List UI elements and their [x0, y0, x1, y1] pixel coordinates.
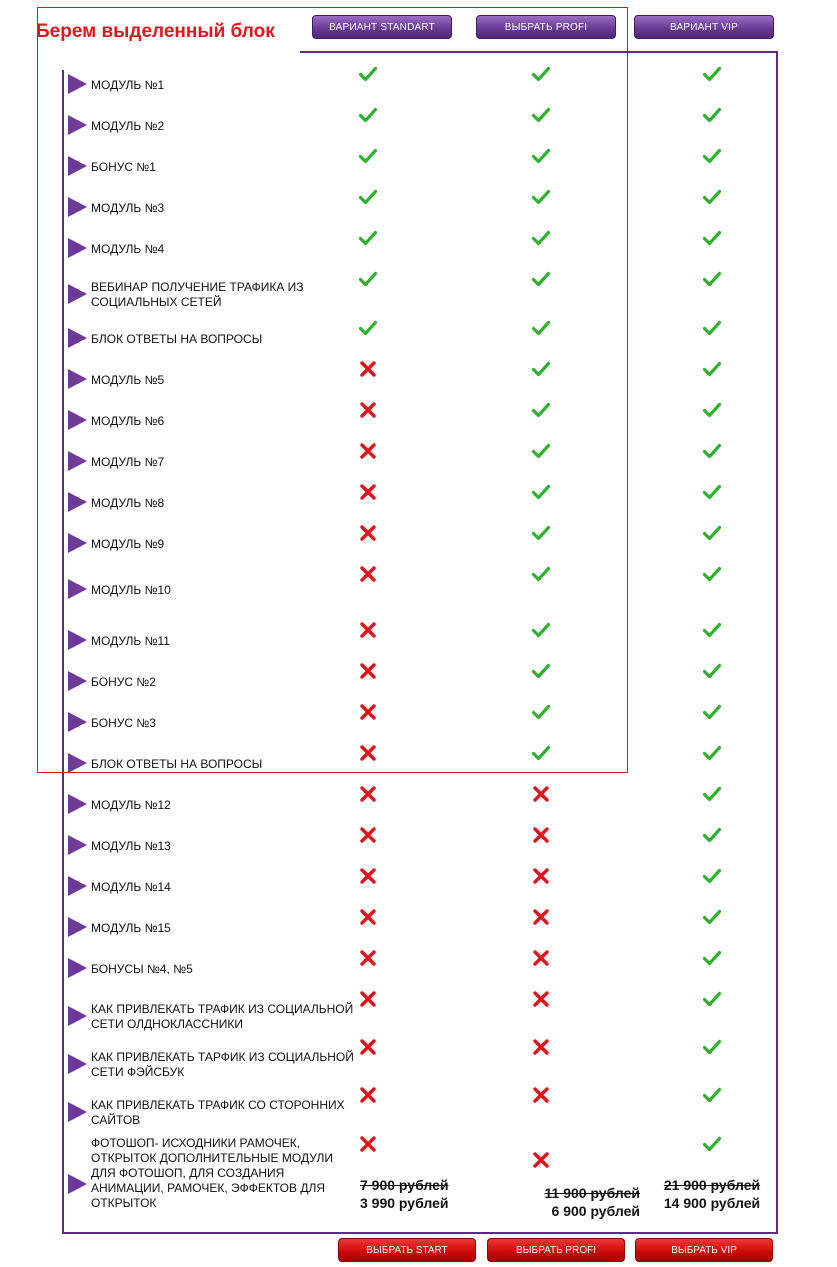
row-label: БОНУС №1 — [91, 159, 156, 174]
cross-icon-profi — [532, 827, 550, 843]
row-label: МОДУЛЬ №14 — [91, 879, 171, 894]
check-icon-vip — [703, 868, 721, 884]
price-standart-new: 3 990 рублей — [360, 1195, 449, 1211]
check-icon-vip — [703, 827, 721, 843]
cross-icon-standart — [359, 1039, 377, 1055]
row-label: МОДУЛЬ №9 — [91, 536, 165, 551]
table-row — [0, 1087, 837, 1131]
row-label: КАК ПРИВЛЕКАТЬ ТРАФИК ИЗ СОЦИАЛЬНОЙ СЕТИ ОЛДНОКЛАССНИКИ — [91, 1002, 354, 1031]
cross-icon-standart — [359, 827, 377, 843]
cross-icon-profi — [532, 950, 550, 966]
row-label: ФОТОШОП- ИСХОДНИКИ РАМОЧЕК, ОТКРЫТОК ДОПОЛНИТЕЛЬНЫЕ МОДУЛИ ДЛЯ ФОТОШОП, ДЛЯ СОЗДАНИЯ АНИМАЦИИ, РАМОЧЕК, ЭФФЕКТОВ ДЛЯ ОТКРЫТОК — [91, 1136, 333, 1210]
cross-icon-standart — [359, 950, 377, 966]
row-label: МОДУЛЬ №2 — [91, 118, 165, 133]
check-icon-vip — [703, 786, 721, 802]
row-label: МОДУЛЬ №5 — [91, 372, 165, 387]
check-icon-vip — [703, 107, 721, 123]
table-row — [0, 868, 837, 898]
row-label: МОДУЛЬ №3 — [91, 200, 165, 215]
row-label: МОДУЛЬ №4 — [91, 241, 165, 256]
cross-icon-profi — [532, 909, 550, 925]
row-label: МОДУЛЬ №12 — [91, 797, 171, 812]
check-icon-vip — [703, 909, 721, 925]
price-profi-old: 11 900 рублей — [544, 1185, 640, 1201]
check-icon-vip — [703, 189, 721, 205]
price-vip — [656, 1176, 768, 1212]
check-icon-vip — [703, 1136, 721, 1152]
table-row — [0, 827, 837, 857]
row-label: МОДУЛЬ №13 — [91, 838, 171, 853]
check-icon-vip — [703, 704, 721, 720]
cross-icon-standart — [359, 909, 377, 925]
bullet-arrow-icon — [68, 917, 87, 937]
cross-icon-standart — [359, 786, 377, 802]
table-row — [0, 1039, 837, 1083]
row-label: КАК ПРИВЛЕКАТЬ ТРАФИК СО СТОРОННИХ САЙТОВ — [91, 1098, 345, 1127]
bullet-arrow-icon — [68, 835, 87, 855]
bullet-arrow-icon — [68, 794, 87, 814]
bullet-arrow-icon — [68, 958, 87, 978]
check-icon-vip — [703, 745, 721, 761]
row-label: БЛОК ОТВЕТЫ НА ВОПРОСЫ — [91, 331, 263, 346]
highlighted-block-outline — [37, 7, 628, 773]
row-label: МОДУЛЬ №15 — [91, 920, 171, 935]
cross-icon-standart — [359, 868, 377, 884]
check-icon-vip — [703, 148, 721, 164]
check-icon-vip — [703, 361, 721, 377]
row-label: МОДУЛЬ №8 — [91, 495, 165, 510]
row-label: МОДУЛЬ №7 — [91, 454, 165, 469]
select-start-button[interactable]: ВЫБРАТЬ START — [338, 1238, 476, 1262]
bullet-arrow-icon — [68, 1102, 87, 1122]
row-label: МОДУЛЬ №10 — [91, 582, 171, 597]
bullet-arrow-icon — [68, 1174, 87, 1194]
profi-select-button[interactable]: ВЫБРАТЬ PROFI — [476, 15, 616, 39]
cross-icon-profi — [532, 786, 550, 802]
table-row — [0, 909, 837, 939]
check-icon-vip — [703, 622, 721, 638]
vip-variant-button[interactable]: ВАРИАНТ VIP — [634, 15, 774, 39]
cross-icon-standart — [359, 1087, 377, 1103]
check-icon-vip — [703, 525, 721, 541]
row-label: МОДУЛЬ №1 — [91, 77, 165, 92]
highlight-caption: Берем выделенный блок — [36, 21, 275, 42]
row-label: КАК ПРИВЛЕКАТЬ ТАРФИК ИЗ СОЦИАЛЬНОЙ СЕТИ ФЭЙСБУК — [91, 1050, 354, 1079]
check-icon-vip — [703, 443, 721, 459]
bullet-arrow-icon — [68, 876, 87, 896]
check-icon-vip — [703, 230, 721, 246]
check-icon-vip — [703, 484, 721, 500]
check-icon-vip — [703, 1087, 721, 1103]
row-label: БОНУСЫ №4, №5 — [91, 961, 193, 976]
standart-variant-button[interactable]: ВАРИАНТ STANDART — [312, 15, 452, 39]
cross-icon-standart — [359, 1136, 377, 1152]
check-icon-vip — [703, 402, 721, 418]
price-standart-old: 7 900 рублей — [360, 1177, 449, 1193]
bullet-arrow-icon — [68, 1054, 87, 1074]
bullet-arrow-icon — [68, 1006, 87, 1026]
row-label: МОДУЛЬ №11 — [91, 633, 170, 648]
cross-icon-profi — [532, 1039, 550, 1055]
price-standart — [360, 1176, 448, 1212]
cross-icon-profi — [532, 1152, 550, 1168]
price-profi-new: 6 900 рублей — [551, 1203, 640, 1219]
table-row — [0, 991, 837, 1035]
table-row — [0, 950, 837, 980]
cross-icon-profi — [532, 868, 550, 884]
cross-icon-profi — [532, 991, 550, 1007]
row-label: БОНУС №3 — [91, 715, 156, 730]
check-icon-vip — [703, 1039, 721, 1055]
price-profi — [533, 1184, 640, 1220]
check-icon-vip — [703, 663, 721, 679]
check-icon-vip — [703, 566, 721, 582]
check-icon-vip — [703, 320, 721, 336]
row-label: БЛОК ОТВЕТЫ НА ВОПРОСЫ — [91, 756, 263, 771]
check-icon-vip — [703, 991, 721, 1007]
row-label: ВЕБИНАР ПОЛУЧЕНИЕ ТРАФИКА ИЗ СОЦИАЛЬНЫХ СЕТЕЙ — [91, 280, 304, 309]
cross-icon-standart — [359, 991, 377, 1007]
price-vip-old: 21 900 рублей — [663, 1177, 761, 1193]
select-vip-button[interactable]: ВЫБРАТЬ VIP — [635, 1238, 773, 1262]
check-icon-vip — [703, 271, 721, 287]
row-label: МОДУЛЬ №6 — [91, 413, 165, 428]
row-label: БОНУС №2 — [91, 674, 156, 689]
cross-icon-profi — [532, 1087, 550, 1103]
check-icon-vip — [703, 66, 721, 82]
table-row — [0, 786, 837, 816]
select-profi-button[interactable]: ВЫБРАТЬ PROFI — [487, 1238, 625, 1262]
price-vip-new: 14 900 рублей — [663, 1195, 761, 1211]
check-icon-vip — [703, 950, 721, 966]
